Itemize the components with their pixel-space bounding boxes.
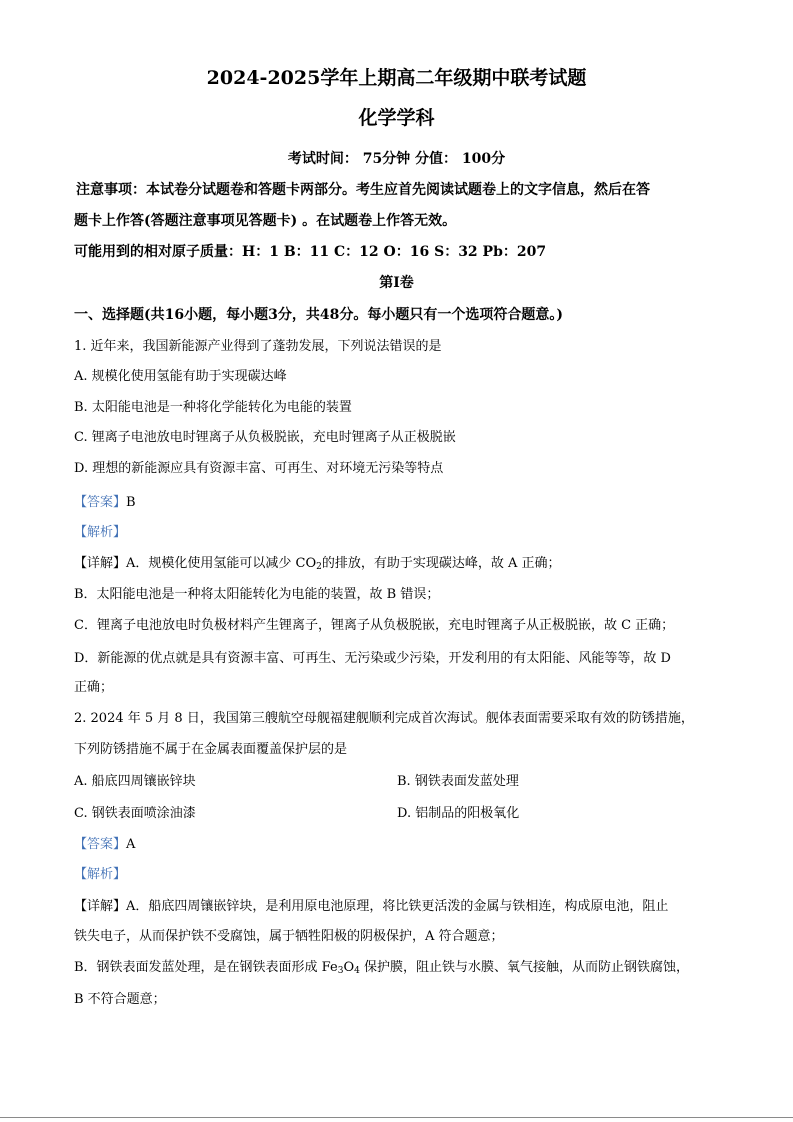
exam-info: 考试时间： 75分钟 分值： 100分 — [287, 151, 506, 167]
notice-line-1: 注意事项：本试卷分试题卷和答题卡两部分。考生应首先阅读试题卷上的文字信息，然后在答 — [76, 182, 650, 198]
q2-stem-2: 下列防锈措施不属于在金属表面覆盖保护层的是 — [74, 742, 348, 757]
notice-line-2: 题卡上作答(答题注意事项见答题卡) 。在试题卷上作答无效。 — [74, 213, 457, 229]
section-heading: 一、选择题(共16小题，每小题3分，共48分。每小题只有一个选项符合题意。) — [74, 307, 563, 323]
q1-option-b: B. 太阳能电池是一种将化学能转化为电能的装置 — [74, 400, 352, 415]
q1-answer — [74, 494, 136, 512]
q1-option-c: C. 锂离子电池放电时锂离子从负极脱嵌，充电时锂离子从正极脱嵌 — [74, 430, 456, 445]
q2-option-a: A. 船底四周镶嵌锌块 — [74, 774, 196, 789]
detail-text: B．钢铁表面发蓝处理，是在钢铁表面形成 Fe — [74, 960, 338, 975]
q2-stem-1: 2. 2024 年 5 月 8 日，我国第三艘航空母舰福建舰顺利完成首次海试。舰体表面需要采取有效的防锈措施， — [74, 711, 694, 726]
answer-tag: 【答案】 — [74, 837, 127, 852]
answer-value: B — [126, 495, 136, 510]
q1-detail-a — [74, 555, 561, 573]
detail-text: A．规模化使用氢能可以减少 CO — [126, 556, 317, 571]
answer-tag: 【答案】 — [74, 495, 127, 510]
detail-text: O — [343, 960, 355, 975]
page-bottom-rule — [0, 1117, 793, 1118]
q2-analysis-tag: 【解析】 — [74, 867, 127, 882]
q2-option-d: D. 铝制品的阳极氧化 — [397, 806, 520, 821]
q2-option-c: C. 钢铁表面喷涂油漆 — [74, 806, 196, 821]
q1-option-a: A. 规模化使用氢能有助于实现碳达峰 — [74, 369, 287, 384]
q2-detail-a-2: 铁失电子，从而保护铁不受腐蚀，属于牺牲阳极的阴极保护，A 符合题意； — [74, 929, 504, 944]
detail-text: 的排放，有助于实现碳达峰，故 A 正确； — [321, 556, 561, 571]
q2-detail-b-1 — [74, 959, 689, 977]
q1-detail-d-2: 正确； — [74, 680, 114, 695]
volume-title: 第Ⅰ卷 — [379, 275, 414, 291]
q2-option-b: B. 钢铁表面发蓝处理 — [397, 774, 519, 789]
q1-analysis-tag: 【解析】 — [74, 525, 127, 540]
answer-value: A — [126, 837, 136, 852]
exam-title: 2024-2025学年上期高二年级期中联考试题 — [206, 67, 587, 89]
subscript: 4 — [354, 966, 360, 976]
subscript: 2 — [316, 562, 322, 572]
atomic-mass-line: 可能用到的相对原子质量：H：1 B：11 C：12 O：16 S：32 Pb：207 — [74, 244, 547, 260]
q2-answer — [74, 836, 135, 854]
subscript: 3 — [337, 966, 344, 976]
detail-text: A．船底四周镶嵌锌块，是利用原电池原理，将比铁更活泼的金属与铁相连，构成原电池，阻止 — [126, 899, 669, 914]
detail-text: 保护膜，阻止铁与水膜、氧气接触，从而防止钢铁腐蚀， — [359, 960, 689, 975]
q1-detail-b: B．太阳能电池是一种将太阳能转化为电能的装置，故 B 错误； — [74, 587, 440, 602]
q1-detail-c: C．锂离子电池放电时负极材料产生锂离子，锂离子从负极脱嵌，充电时锂离子从正极脱嵌，故 C 正确； — [74, 618, 675, 633]
q2-detail-a-1 — [74, 898, 668, 916]
q1-detail-d-1: D．新能源的优点就是具有资源丰富、可再生、无污染或少污染，开发利用的有太阳能、风能等等，故 D — [74, 651, 671, 666]
detail-tag: 【详解】 — [74, 899, 127, 914]
subject-title: 化学学科 — [358, 107, 435, 129]
q1-stem: 1. 近年来，我国新能源产业得到了蓬勃发展，下列说法错误的是 — [74, 339, 442, 354]
detail-tag: 【详解】 — [74, 556, 127, 571]
q1-option-d: D. 理想的新能源应具有资源丰富、可再生、对环境无污染等特点 — [74, 461, 444, 476]
q2-detail-b-2: B 不符合题意； — [74, 992, 166, 1007]
